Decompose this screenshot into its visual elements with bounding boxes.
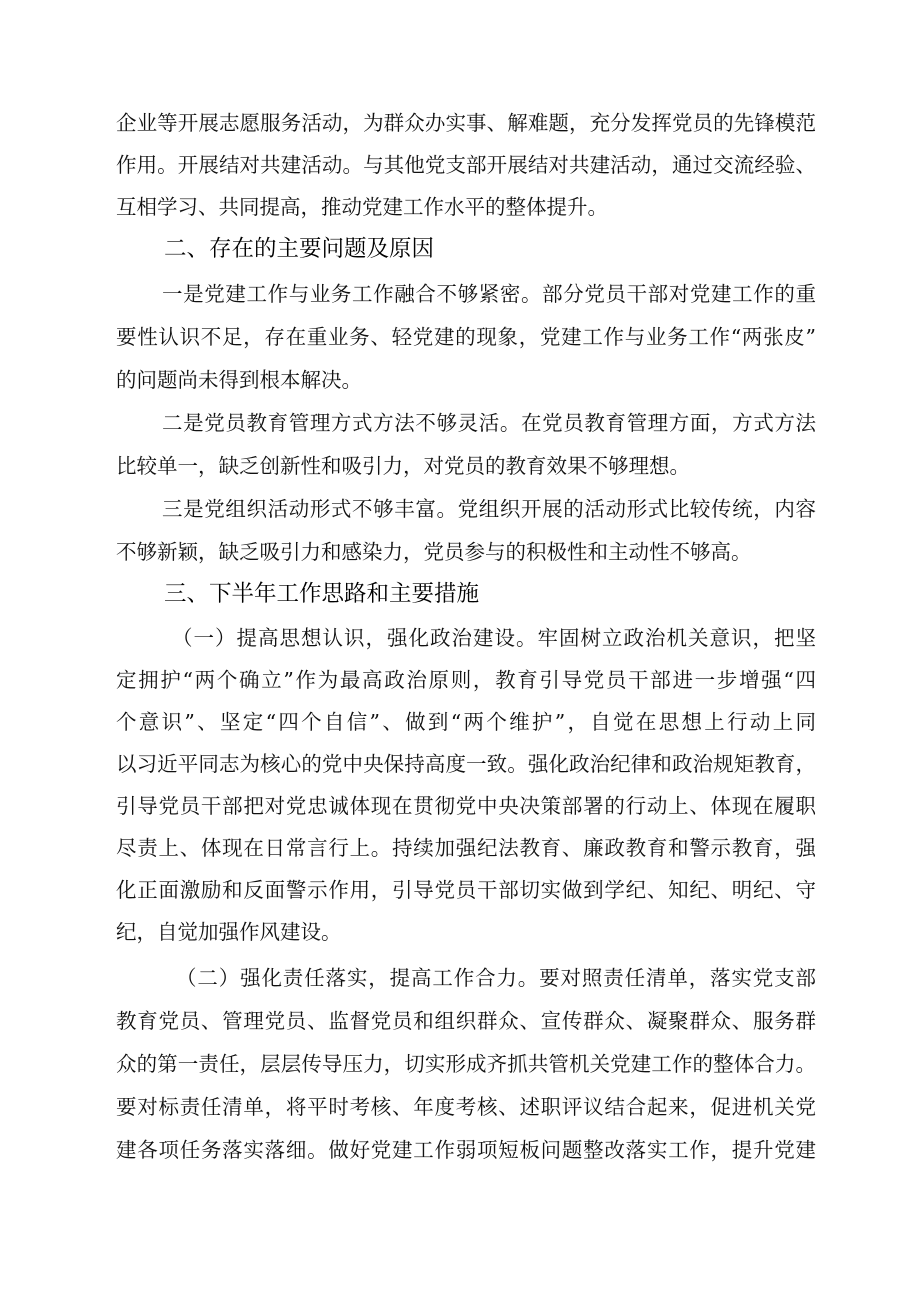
problem1-line-1: 一是党建工作与业务工作融合不够紧密。部分党员干部对党建工作的重 bbox=[162, 282, 816, 306]
measure1-line-1: （一）提高思想认识，强化政治建设。牢固树立政治机关意识，把坚 bbox=[172, 626, 816, 650]
problem2-line-1: 二是党员教育管理方式方法不够灵活。在党员教育管理方面，方式方法 bbox=[162, 411, 816, 435]
measure2-line-2: 教育党员、管理党员、监督党员和组织群众、宣传群众、凝聚群众、服务群 bbox=[116, 1009, 816, 1033]
measure1-line-3: 个意识”、坚定“四个自信”、做到“两个维护”，自觉在思想上行动上同 bbox=[116, 710, 816, 734]
section-heading-measures: 三、下半年工作思路和主要措施 bbox=[164, 581, 480, 607]
intro-line-3: 互相学习、共同提高，推动党建工作水平的整体提升。 bbox=[116, 195, 608, 219]
problem1-line-3: 的问题尚未得到根本解决。 bbox=[116, 368, 362, 392]
section-heading-problems: 二、存在的主要问题及原因 bbox=[164, 236, 435, 262]
measure1-line-7: 化正面激励和反面警示作用，引导党员干部切实做到学纪、知纪、明纪、守 bbox=[116, 878, 816, 902]
measure2-line-1: （二）强化责任落实，提高工作合力。要对照责任清单，落实党支部 bbox=[176, 966, 816, 990]
problem2-line-2: 比较单一，缺乏创新性和吸引力，对党员的教育效果不够理想。 bbox=[116, 454, 690, 478]
measure2-line-5: 建各项任务落实落细。做好党建工作弱项短板问题整改落实工作，提升党建 bbox=[116, 1138, 816, 1162]
measure2-line-3: 众的第一责任，层层传导压力，切实形成齐抓共管机关党建工作的整体合力。 bbox=[116, 1052, 816, 1076]
measure1-line-5: 引导党员干部把对党忠诚体现在贯彻党中央决策部署的行动上、体现在履职 bbox=[116, 794, 816, 818]
problem3-line-2: 不够新颖，缺乏吸引力和感染力，党员参与的积极性和主动性不够高。 bbox=[116, 540, 752, 564]
measure1-line-6: 尽责上、体现在日常言行上。持续加强纪法教育、廉政教育和警示教育，强 bbox=[116, 836, 816, 860]
measure1-line-4: 以习近平同志为核心的党中央保持高度一致。强化政治纪律和政治规矩教育， bbox=[116, 752, 816, 776]
problem3-line-1: 三是党组织活动形式不够丰富。党组织开展的活动形式比较传统，内容 bbox=[162, 497, 816, 521]
measure1-line-2: 定拥护“两个确立”作为最高政治原则，教育引导党员干部进一步增强“四 bbox=[116, 668, 816, 692]
problem1-line-2: 要性认识不足，存在重业务、轻党建的现象，党建工作与业务工作“两张皮” bbox=[116, 325, 816, 349]
measure1-line-8: 纪，自觉加强作风建设。 bbox=[116, 920, 342, 944]
measure2-line-4: 要对标责任清单，将平时考核、年度考核、述职评议结合起来，促进机关党 bbox=[116, 1095, 816, 1119]
intro-line-2: 作用。开展结对共建活动。与其他党支部开展结对共建活动，通过交流经验、 bbox=[116, 153, 816, 177]
intro-line-1: 企业等开展志愿服务活动，为群众办实事、解难题，充分发挥党员的先锋模范 bbox=[116, 111, 816, 135]
